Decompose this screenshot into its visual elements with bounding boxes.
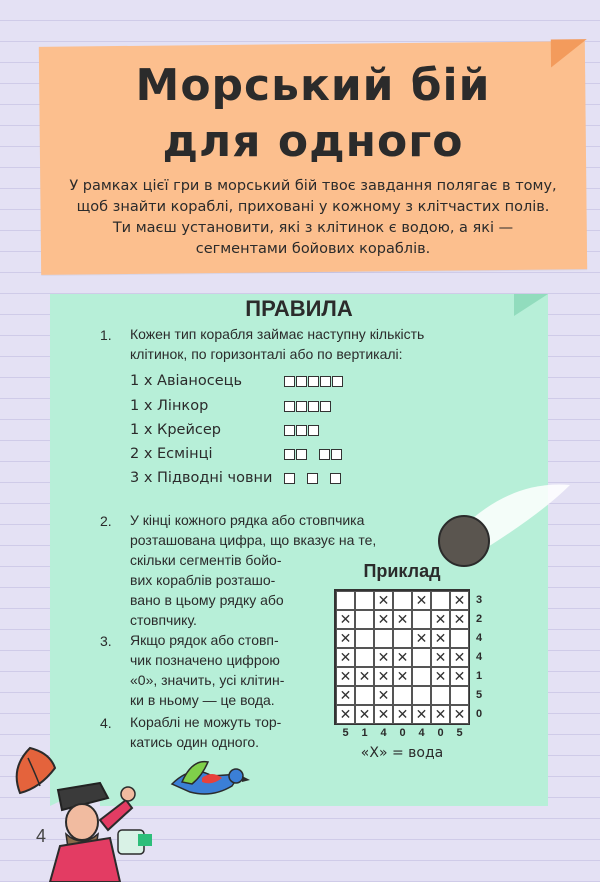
rule-2-line-5: вано в цьому рядку або (130, 592, 284, 608)
row-number: 3 (476, 594, 483, 606)
grid-cell (355, 610, 374, 629)
grid-cell (393, 591, 412, 610)
ship-cell (284, 376, 295, 387)
ship-cell (331, 449, 342, 460)
example-legend: «Х» = вода (360, 745, 444, 761)
ship-cell (296, 376, 307, 387)
grid-cell: ✕ (374, 610, 393, 629)
ship-label-submarines: 3 х Підводні човни (130, 470, 273, 486)
grid-cell: ✕ (374, 705, 393, 724)
ship-cell (320, 376, 331, 387)
grid-cell: ✕ (412, 591, 431, 610)
pirate-face (66, 804, 98, 840)
column-number: 0 (437, 727, 444, 739)
ship-cell (284, 473, 295, 484)
rule-4-number: 4. (100, 715, 112, 731)
grid-cell: ✕ (431, 610, 450, 629)
row-number: 1 (476, 670, 483, 682)
column-number: 5 (456, 727, 463, 739)
ship-cell (284, 449, 295, 460)
grid-cell (355, 648, 374, 667)
grid-cell: ✕ (393, 648, 412, 667)
ship-cell (308, 401, 319, 412)
grid-cell: ✕ (374, 648, 393, 667)
grid-cell (355, 629, 374, 648)
grid-cell (412, 667, 431, 686)
intro-line-3: Ти маєш установити, які з клітинок є водою, а які — (112, 220, 514, 236)
grid-cell: ✕ (374, 591, 393, 610)
ship-cell (296, 425, 307, 436)
grid-cell: ✕ (431, 705, 450, 724)
rules-heading: ПРАВИЛА (245, 296, 353, 321)
grid-cell (412, 686, 431, 705)
rule-2-line-1: У кінці кожного рядка або стовпчика (130, 512, 365, 528)
grid-cell (450, 629, 469, 648)
grid-cell: ✕ (374, 667, 393, 686)
row-number: 4 (476, 632, 483, 644)
grid-cell: ✕ (336, 705, 355, 724)
parrot-illustration (162, 754, 252, 804)
title-line-1: Морський бій (135, 60, 491, 111)
grid-cell: ✕ (450, 705, 469, 724)
grid-cell (393, 686, 412, 705)
ship-label-carrier: 1 х Авіаносець (130, 373, 243, 389)
intro-text (60, 176, 566, 260)
grid-cell (412, 648, 431, 667)
grid-cell: ✕ (450, 591, 469, 610)
leaf-icon (17, 748, 55, 793)
ship-cell (296, 449, 307, 460)
ship-label-battleship: 1 х Лінкор (130, 398, 209, 414)
rule-3-line-1: Якщо рядок або стовп- (130, 632, 279, 648)
page-title (40, 58, 586, 170)
title-line-2: для одного (162, 116, 464, 167)
ship-cell (284, 401, 295, 412)
ship-cell (330, 473, 341, 484)
grid-cell: ✕ (431, 648, 450, 667)
grid-cell (450, 686, 469, 705)
ship-cell (308, 376, 319, 387)
grid-cell: ✕ (336, 610, 355, 629)
page-number: 4 (36, 826, 47, 846)
example-grid (334, 589, 470, 725)
grid-cell: ✕ (450, 610, 469, 629)
grid-cell: ✕ (336, 629, 355, 648)
ship-cell (308, 425, 319, 436)
ship-cell (320, 401, 331, 412)
grid-cell: ✕ (393, 667, 412, 686)
rule-2-number: 2. (100, 513, 112, 529)
column-number: 4 (380, 727, 387, 739)
row-number: 0 (476, 708, 483, 720)
intro-line-2: щоб знайти кораблі, приховані у кожному з клітчастих полів. (76, 199, 550, 215)
rule-2-line-2: розташована цифра, що вказує на те, (130, 532, 377, 548)
rule-1-text (130, 324, 424, 364)
grid-cell (393, 629, 412, 648)
grid-cell: ✕ (450, 667, 469, 686)
column-number: 5 (342, 727, 349, 739)
ship-cell (332, 376, 343, 387)
rule-4-line-1: Кораблі не можуть тор- (130, 714, 282, 730)
grid-cell (431, 686, 450, 705)
ship-cell (319, 449, 330, 460)
grid-cell: ✕ (355, 667, 374, 686)
rule-3-number: 3. (100, 633, 112, 649)
rule-1-line-2: клітинок, по горизонталі або по вертикалі: (130, 346, 403, 362)
grid-cell (355, 591, 374, 610)
grid-cell (336, 591, 355, 610)
rule-3-line-4: ки в ньому — це вода. (130, 692, 275, 708)
ship-cell (296, 401, 307, 412)
grid-cell: ✕ (431, 667, 450, 686)
grid-cell: ✕ (336, 686, 355, 705)
pirate-hand (121, 787, 135, 801)
grid-cell: ✕ (431, 629, 450, 648)
grid-cell: ✕ (412, 629, 431, 648)
ship-label-cruiser: 1 х Крейсер (130, 422, 221, 438)
ship-cell (307, 473, 318, 484)
rule-1-line-1: Кожен тип корабля займає наступну кількість (130, 326, 425, 342)
grid-cell: ✕ (355, 705, 374, 724)
pirate-coat (50, 838, 120, 882)
ship-label-destroyers: 2 х Есмінці (130, 446, 213, 462)
grid-cell (374, 629, 393, 648)
grid-cell: ✕ (393, 610, 412, 629)
rule-3-line-3: «0», значить, усі клітин- (130, 672, 285, 688)
rule-1-number: 1. (100, 327, 112, 343)
pirate-arm (100, 800, 132, 830)
grid-cell (412, 610, 431, 629)
example-heading: Приклад (363, 561, 441, 581)
row-number: 2 (476, 613, 483, 625)
rule-2-line-6: стовпчику. (130, 612, 197, 628)
cannonball-icon (439, 516, 489, 566)
row-number: 4 (476, 651, 483, 663)
rule-2-line-4: вих кораблів розташо- (130, 572, 276, 588)
column-number: 1 (361, 727, 368, 739)
pirate-illustration (0, 738, 170, 882)
grid-cell: ✕ (374, 686, 393, 705)
rule-4-line-2: катись один одного. (130, 734, 260, 750)
grid-cell (431, 591, 450, 610)
rule-3-text (130, 630, 284, 710)
rule-3-line-2: чик позначено цифрою (130, 652, 280, 668)
ship-cell (284, 425, 295, 436)
parrot-beak (242, 776, 250, 782)
column-number: 4 (418, 727, 425, 739)
grid-cell: ✕ (393, 705, 412, 724)
intro-line-4: сегментами бойових кораблів. (195, 241, 431, 257)
intro-line-1: У рамках цієї гри в морський бій твоє завдання полягає в тому, (69, 178, 557, 194)
bottle-label (138, 834, 152, 846)
parrot-head (229, 769, 243, 783)
rule-2-line-3: скільки сегментів бойо- (130, 552, 282, 568)
row-number: 5 (476, 689, 483, 701)
grid-cell: ✕ (412, 705, 431, 724)
grid-cell: ✕ (336, 648, 355, 667)
column-number: 0 (399, 727, 406, 739)
grid-cell: ✕ (336, 667, 355, 686)
grid-cell (355, 686, 374, 705)
grid-cell: ✕ (450, 648, 469, 667)
